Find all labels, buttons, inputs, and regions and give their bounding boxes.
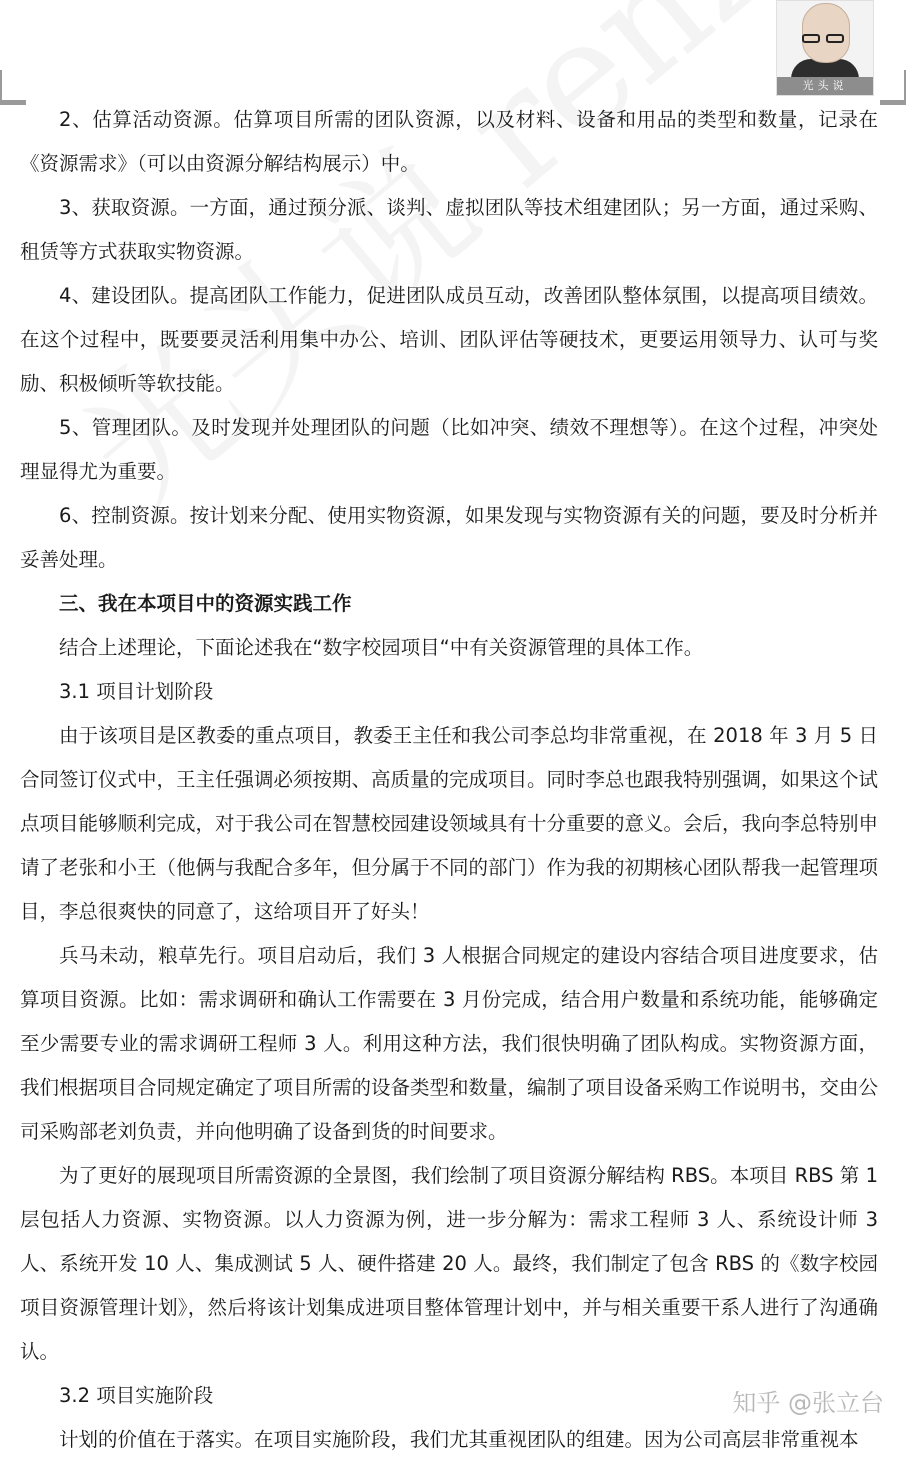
crop-mark-top-right — [884, 70, 906, 100]
paragraph-manage-team: 5、管理团队。及时发现并处理团队的问题（比如冲突、绩效不理想等）。在这个过程，冲突处理显得尤为重要。 — [20, 416, 878, 483]
logo-label: 光头说 — [777, 77, 873, 95]
paragraph-planning-1: 由于该项目是区教委的重点项目，教委王主任和我公司李总均非常重视，在 2018 年 3 月 5 日合同签订仪式中，王主任强调必须按期、高质量的完成项目。同时李总也跟我特别强调，如果这个试点项目能够顺利完成，对于我公司在智慧校园建设领域具有十分重要的意义。会后，我向李总特别申请了老张和小王（他俩与我配合多年，但分属于不同的部门）作为我的初期核心团队帮我一起管理项目，李总很爽快的同意了，这给项目开了好头！ — [20, 724, 879, 923]
glasses-icon — [802, 34, 850, 44]
paragraph-execution: 计划的价值在于落实。在项目实施阶段，我们尤其重视团队的组建。因为公司高层非常重视本 — [59, 1428, 859, 1451]
paragraph-develop-team: 4、建设团队。提高团队工作能力，促进团队成员互动，改善团队整体氛围，以提高项目绩效。在这个过程中，既要要灵活利用集中办公、培训、团队评估等硬技术，更要运用领导力、认可与奖励、积极倾听等软技能。 — [20, 284, 878, 395]
crop-mark-top-left — [0, 70, 22, 100]
document-body — [20, 98, 878, 1462]
crop-mark-top-right-horizontal — [880, 100, 906, 105]
paragraph-control-resources: 6、控制资源。按计划来分配、使用实物资源，如果发现与实物资源有关的问题，要及时分析并妥善处理。 — [20, 504, 878, 571]
logo-face — [802, 3, 850, 63]
paragraph-intro: 结合上述理论，下面论述我在“数字校园项目“中有关资源管理的具体工作。 — [59, 636, 704, 659]
paragraph-planning-2: 兵马未动，粮草先行。项目启动后，我们 3 人根据合同规定的建设内容结合项目进度要求，估算项目资源。比如：需求调研和确认工作需要在 3 月份完成，结合用户数量和系统功能，能够确定至少需要专业的需求调研工程师 3 人。利用这种方法，我们很快明确了团队构成。实物资源方面，我们根据项目合同规定确定了项目所需的设备类型和数量，编制了项目设备采购工作说明书，交由公司采购部老刘负责，并向他明确了设备到货的时间要求。 — [20, 944, 879, 1143]
zhihu-watermark: 知乎 @张立台 — [732, 1389, 884, 1417]
subheading-planning: 3.1 项目计划阶段 — [59, 680, 214, 703]
section-heading: 三、我在本项目中的资源实践工作 — [59, 592, 352, 615]
subheading-execution: 3.2 项目实施阶段 — [59, 1384, 214, 1407]
author-logo — [776, 0, 874, 96]
paragraph-acquire-resources: 3、获取资源。一方面，通过预分派、谈判、虚拟团队等技术组建团队；另一方面，通过采购、租赁等方式获取实物资源。 — [20, 196, 878, 263]
paragraph-estimate-resources: 2、估算活动资源。估算项目所需的团队资源，以及材料、设备和用品的类型和数量，记录在《资源需求》（可以由资源分解结构展示）中。 — [20, 108, 878, 175]
paragraph-planning-3: 为了更好的展现项目所需资源的全景图，我们绘制了项目资源分解结构 RBS。本项目 RBS 第 1 层包括人力资源、实物资源。以人力资源为例，进一步分解为：需求工程师 3 人、系统设计师 3 人、系统开发 10 人、集成测试 5 人、硬件搭建 20 人。最终，我们制定了包含 RBS 的《数字校园项目资源管理计划》，然后将该计划集成进项目整体管理计划中，并与相关重要干系人进行了沟通确认。 — [20, 1164, 878, 1363]
